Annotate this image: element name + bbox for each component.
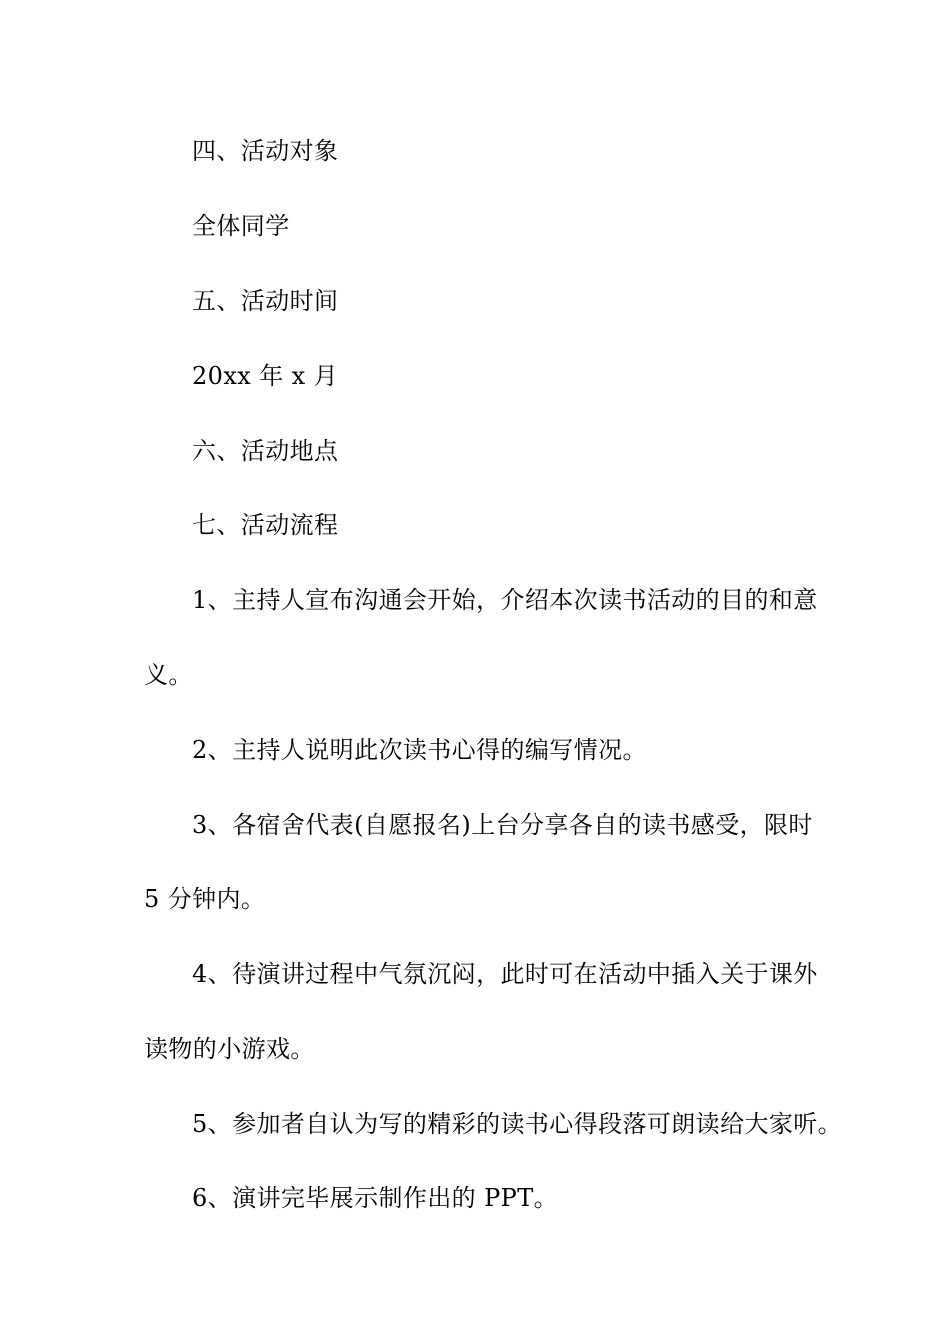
process-step-1-line-1: 1、主持人宣布沟通会开始，介绍本次读书活动的目的和意 [192, 586, 818, 614]
section-heading-time: 五、活动时间 [192, 287, 339, 315]
process-step-6: 6、演讲完毕展示制作出的 PPT。 [192, 1184, 559, 1212]
process-step-5: 5、参加者自认为写的精彩的读书心得段落可朗读给大家听。 [192, 1110, 843, 1138]
process-step-3-line-1: 3、各宿舍代表(自愿报名)上台分享各自的读书感受，限时 [192, 811, 813, 839]
paragraph-audience: 全体同学 [192, 212, 290, 240]
section-heading-process: 七、活动流程 [192, 511, 339, 539]
process-step-1-line-2: 义。 [144, 661, 193, 689]
process-step-3-line-2: 5 分钟内。 [144, 885, 266, 913]
process-step-4-line-1: 4、待演讲过程中气氛沉闷，此时可在活动中插入关于课外 [192, 960, 818, 988]
section-heading-location: 六、活动地点 [192, 437, 339, 465]
paragraph-time: 20xx 年 x 月 [192, 362, 339, 390]
process-step-4-line-2: 读物的小游戏。 [144, 1035, 315, 1063]
process-step-2: 2、主持人说明此次读书心得的编写情况。 [192, 736, 647, 764]
section-heading-audience: 四、活动对象 [192, 137, 339, 165]
